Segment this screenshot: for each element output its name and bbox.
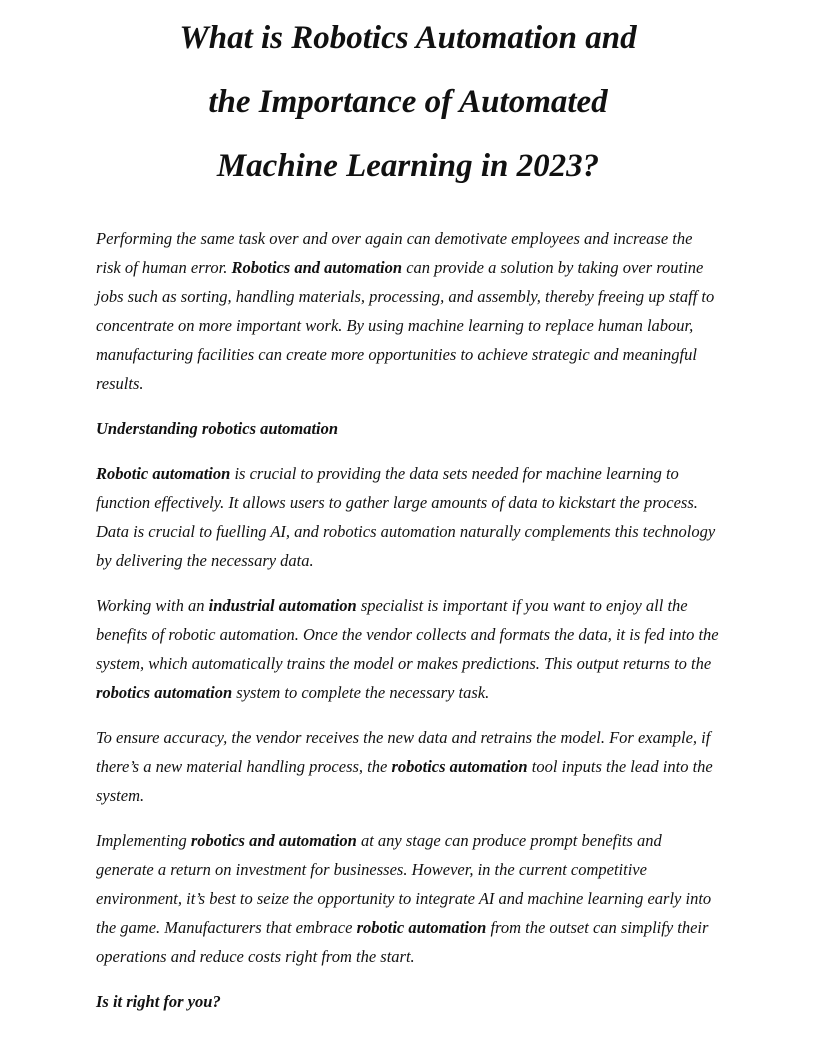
text-run: Performing the same task over and over again can demotivate employees and increase the risk of human error. — [96, 229, 693, 277]
text-run: at any stage can produce prompt benefits and generate a return on investment for businesses. However, in the current competitive environment, it’s best to seize the opportunity to integrate AI and machine learning early into the game. Manufacturers that embrace — [96, 831, 712, 937]
paragraph-implementing-benefits — [96, 826, 720, 971]
paragraph-industrial-automation-specialist — [96, 591, 720, 707]
paragraph-retrain-model — [96, 723, 720, 810]
text-run: is crucial to providing the data sets needed for machine learning to function effectively. It allows users to gather large amounts of data to kickstart the process. Data is crucial to fuelling AI, and robotics automation naturally complements this technology by delivering the necessary data. — [96, 464, 716, 570]
text-run: Implementing — [96, 831, 191, 850]
text-run: tool inputs the lead into the system. — [96, 757, 713, 805]
bold-text-run: robotics automation — [391, 757, 528, 776]
text-run: specialist is important if you want to enjoy all the benefits of robotic automation. Once the vendor collects and formats the data, it is fed into the system, which automatically trains the model or makes predictions. This output returns to the — [96, 596, 719, 673]
section-heading-is-it-right-for-you: Is it right for you? — [96, 992, 221, 1011]
text-run: To ensure accuracy, the vendor receives the new data and retrains the model. For example, if there’s a new material handling process, the — [96, 728, 711, 776]
title-line-1: What is Robotics Automation and — [179, 20, 637, 56]
paragraph-robotic-automation-data — [96, 459, 720, 575]
bold-text-run: industrial automation — [208, 596, 357, 615]
text-run: system to complete the necessary task. — [232, 683, 490, 702]
bold-text-run: Robotics and automation — [231, 258, 403, 277]
title-line-2: the Importance of Automated — [208, 84, 608, 120]
text-run: Working with an — [96, 596, 209, 615]
text-run: can provide a solution by taking over routine jobs such as sorting, handling materials, processing, and assembly, thereby freeing up staff to concentrate on more important work. By using machine learning to replace human labour, manufacturing facilities can create more opportunities to achieve strategic and meaningful results. — [96, 258, 715, 393]
text-run: from the outset can simplify their operations and reduce costs right from the start. — [96, 918, 709, 966]
bold-text-run: robotic automation — [356, 918, 487, 937]
paragraph-intro — [96, 224, 720, 398]
bold-text-run: robotics automation — [96, 683, 233, 702]
section-heading-understanding-robotics-automation: Understanding robotics automation — [96, 419, 339, 438]
bold-text-run: robotics and automation — [190, 831, 357, 850]
document-title — [96, 6, 720, 198]
title-line-3: Machine Learning in 2023? — [216, 148, 600, 184]
bold-text-run: Robotic automation — [96, 464, 231, 483]
